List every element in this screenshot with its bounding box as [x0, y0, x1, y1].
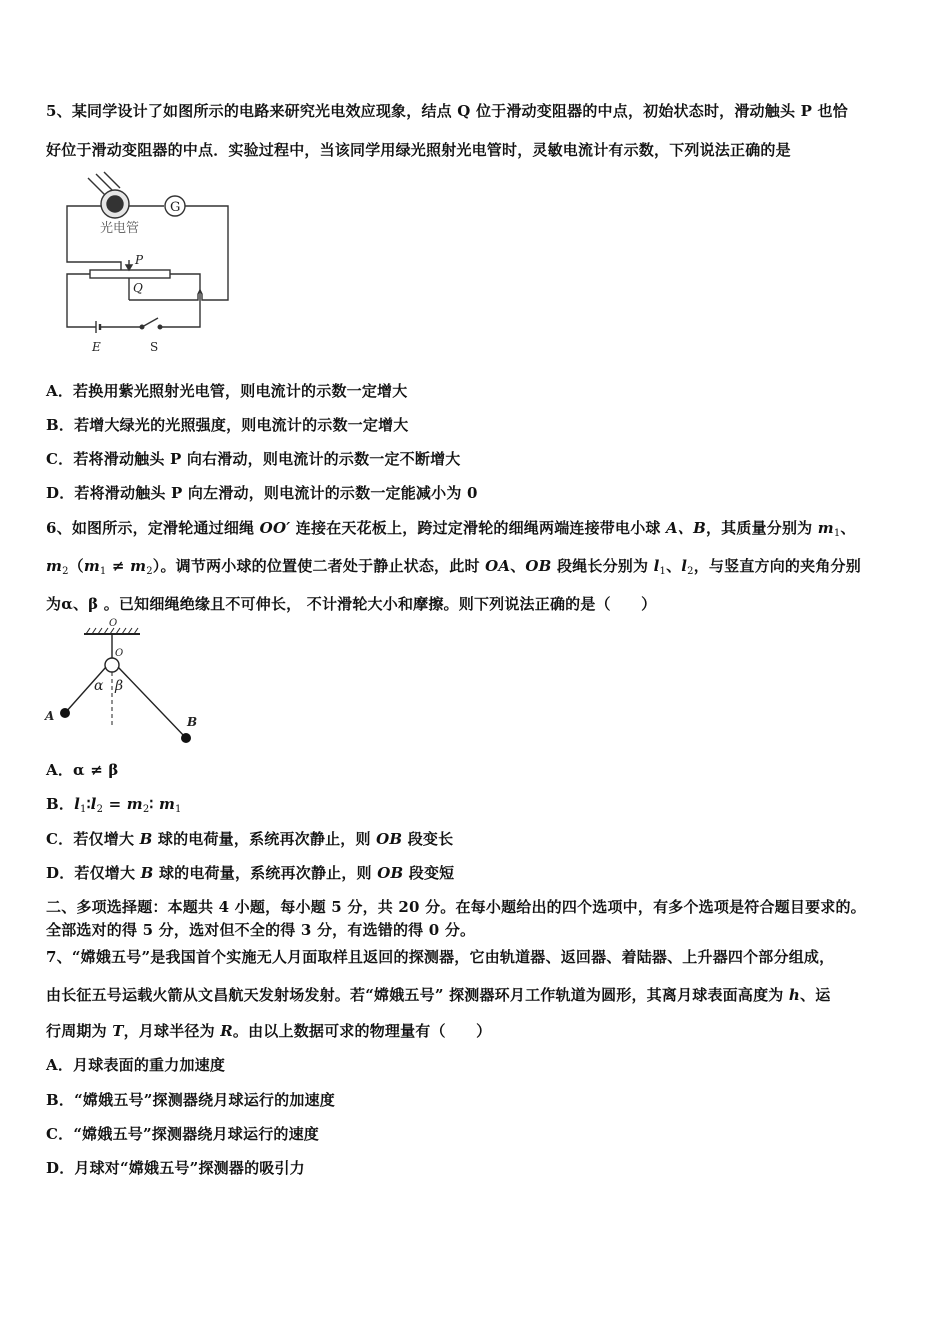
q6-stem-line1: 6、如图所示，定滑轮通过细绳 OO′ 连接在天花板上，跨过定滑轮的细绳两端连接带电小球 A、B，其质量分别为 $m_1$、: [46, 519, 856, 539]
q7-stem-line1: 7、“嫦娥五号”是我国首个实施无人月面取样且返回的探测器，它由轨道器、返回器、着陆器、上升器四个部分组成，: [46, 948, 835, 966]
q7-option-c: C．“嫦娥五号”探测器绕月球运行的速度: [46, 1125, 319, 1143]
pulley-o-label: O: [115, 648, 124, 659]
battery-e-label: E: [92, 340, 101, 354]
switch-s-label: S: [150, 340, 159, 354]
q7-option-a: A．月球表面的重力加速度: [46, 1056, 226, 1074]
q6-option-a: A．α ≠ β: [46, 761, 119, 779]
q5-option-a: A．若换用紫光照射光电管，则电流计的示数一定增大: [46, 382, 408, 400]
angle-beta-label: β: [115, 678, 124, 694]
q7-option-b: B．“嫦娥五号”探测器绕月球运行的加速度: [46, 1091, 335, 1109]
q6-stem-line3: 为α、β 。已知细绳绝缘且不可伸长， 不计滑轮大小和摩擦。则下列说法正确的是（ ）: [46, 595, 657, 613]
q6-option-c: C．若仅增大 B 球的电荷量，系统再次静止，则 OB 段变长: [46, 830, 454, 848]
rope-ob: [118, 667, 186, 738]
ceiling-o-label: O: [109, 618, 118, 629]
q5-option-c: C．若将滑动触头 P 向右滑动，则电流计的示数一定不断增大: [46, 450, 461, 468]
q6-option-b: B．$l_1∶l_2$ = $m_2∶$ $m_1$: [46, 795, 182, 815]
node-q-label: Q: [133, 281, 143, 295]
rheostat-icon: [90, 270, 170, 278]
q7-option-d: D．月球对“嫦娥五号”探测器的吸引力: [46, 1159, 305, 1177]
ball-a: [60, 708, 70, 718]
angle-alpha-label: α: [94, 678, 104, 694]
q7-stem-line3: 行周期为 T，月球半径为 R。由以上数据可求的物理量有（ ）: [46, 1022, 492, 1040]
ball-a-label: A: [45, 709, 55, 723]
circuit-wire: [67, 274, 96, 327]
q6-stem-line2: $m_2(m_1 \ne m_2)$。调节两小球的位置使二者处于静止状态，此时 OA、OB 段绳长分别为 $l_1$、$l_2$，与竖直方向的夹角分别: [46, 557, 861, 577]
light-ray: [104, 172, 120, 188]
slider-p-label: P: [135, 253, 144, 267]
q6-pulley-figure: [40, 618, 210, 750]
q5-stem-line1: 5、某同学设计了如图所示的电路来研究光电效应现象，结点 Q 位于滑动变阻器的中点，初始状态时，滑动触头 P 也恰: [46, 102, 848, 120]
section2-heading-line1: 二、多项选择题：本题共 4 小题，每小题 5 分，共 20 分。在每小题给出的四个选项中，有多个选项是符合题目要求的。: [46, 898, 866, 916]
galvanometer-label: G: [170, 200, 181, 215]
q6-option-d: D．若仅增大 B 球的电荷量，系统再次静止，则 OB 段变短: [46, 864, 455, 882]
phototube-label: 光电管: [100, 221, 140, 236]
q5-circuit-figure: [60, 172, 240, 357]
pulley-icon: [105, 658, 119, 672]
q7-stem-line2: 由长征五号运载火箭从文昌航天发射场发射。若“嫦娥五号” 探测器环月工作轨道为圆形，其离月球表面高度为 h、运: [46, 986, 831, 1004]
switch-icon: [142, 318, 158, 327]
ball-b-label: B: [187, 715, 198, 729]
circuit-wire: [185, 206, 228, 300]
section2-heading-line2: 全部选对的得 5 分，选对但不全的得 3 分，有选错的得 0 分。: [46, 921, 476, 939]
q5-option-d: D．若将滑动触头 P 向左滑动，则电流计的示数一定能减小为 0: [46, 484, 478, 502]
q5-option-b: B．若增大绿光的光照强度，则电流计的示数一定增大: [46, 416, 409, 434]
q5-stem-line2: 好位于滑动变阻器的中点．实验过程中，当该同学用绿光照射光电管时，灵敏电流计有示数，下列说法正确的是: [46, 141, 791, 159]
ball-b: [181, 733, 191, 743]
